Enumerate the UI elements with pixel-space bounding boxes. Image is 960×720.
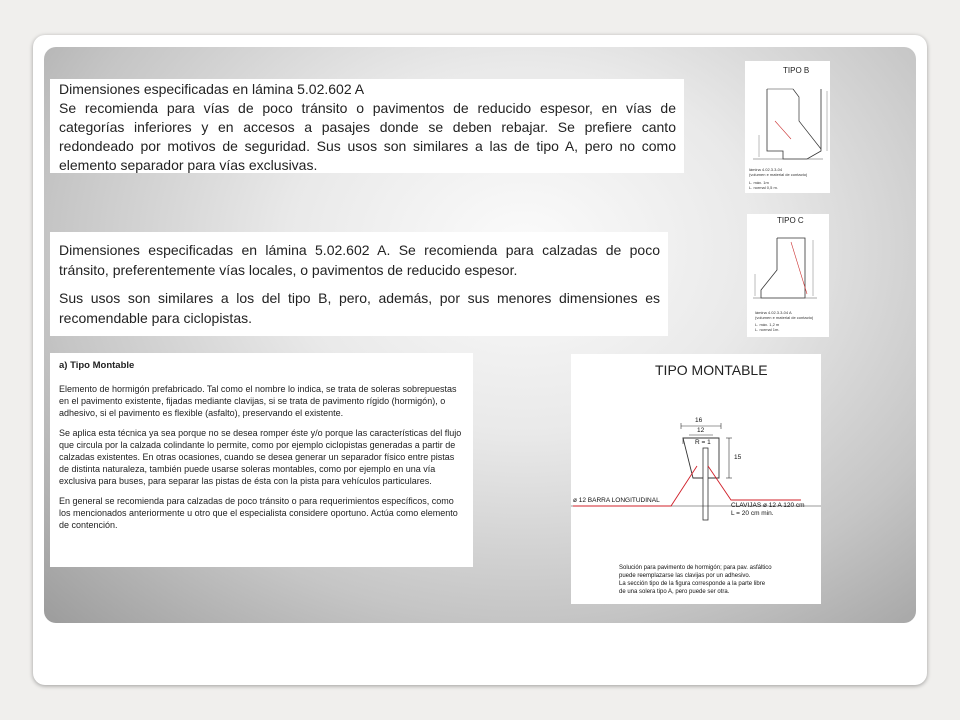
tipo-b-text-panel <box>50 79 684 173</box>
tipo-b-figure-title: TIPO B <box>783 66 810 75</box>
tipo-montable-paragraph-1: Elemento de hormigón prefabricado. Tal como el nombre lo indica, se trata de soleras sobrepuestas en el pavimento existente, fijadas mediante clavijas, si se trata de pavimento rígido (hormigón), o adhesivo, si el pavimento es flexible (asfalto), preservando el existente. <box>59 384 457 418</box>
montable-caption-3: La sección tipo de la figura corresponde a la parte libre <box>619 581 766 587</box>
tipo-c-note-2: (volumen e material de contacto) <box>755 315 814 320</box>
tipo-montable-subtitle: a) Tipo Montable <box>59 360 135 371</box>
tipo-b-heading: Dimensiones especificadas en lámina 5.02.602 A <box>59 81 365 97</box>
tipo-c-note-1: lámina 4.02.3.3-04 A <box>755 310 792 315</box>
montable-caption-2: puede reemplazarse las clavijas por un adhesivo. <box>619 573 751 579</box>
barra-longitudinal-label: ø 12 BARRA LONGITUDINAL <box>573 497 660 504</box>
tipo-c-note-4: L. normal 1m. <box>755 327 780 332</box>
tipo-c-figure <box>747 214 829 337</box>
tipo-b-note-2: (volumen e material de contacto) <box>749 172 808 177</box>
tipo-montable-paragraph-2: Se aplica esta técnica ya sea porque no se desea romper éste y/o porque las características del flujo que circula por la calzada colindante lo permite, como por ejemplo ciclopistas generadas a partir de calzadas existentes. En otras ocasiones, cuando se desea generar un separador físico entre pistas de distinta naturaleza, también puede usarse soleras montables, como por ejemplo en una vía exclusiva para buses, para separar las pistas de ésta con la pista para vehículos particulares. <box>59 428 462 486</box>
dim-12-label: 12 <box>697 427 705 434</box>
dim-radius-label: R = 1 <box>695 439 711 446</box>
tipo-c-paragraph-1: Dimensiones especificadas en lámina 5.02.602 A. Se recomienda para calzadas de poco tránsito, preferentemente vías locales, o pavimentos de reducido espesor. <box>59 242 660 278</box>
tipo-montable-figure-title: TIPO MONTABLE <box>655 362 768 378</box>
length-label: L = 20 cm min. <box>731 510 774 517</box>
tipo-b-note-4: L. normal 0,5 m. <box>749 185 778 190</box>
tipo-montable-paragraph-3: En general se recomienda para calzadas de poco tránsito o para requerimientos específicos, como los mencionados anteriormente u otro que el especialista considere oportuno. Actúa como elemento de contención. <box>59 496 458 530</box>
tipo-c-figure-title: TIPO C <box>777 216 804 225</box>
tipo-montable-text-panel <box>50 353 473 567</box>
tipo-b-note-1: lámina 4.02.3.3-04 <box>749 167 783 172</box>
tipo-b-body: Se recomienda para vías de poco tránsito o pavimentos de reducido espesor, en vías de categorías inferiores y en accesos a pasajes donde se deben rebajar. Se prefiere canto redondeado por motivos de seguridad. Sus usos son similares a las de tipo A, pero no como elemento separador para vías exclusivas. <box>59 100 676 173</box>
tipo-montable-figure <box>571 354 821 604</box>
tipo-b-note-3: L. máx. 1m <box>749 180 769 185</box>
dim-16-label: 16 <box>695 417 703 424</box>
tipo-c-text-panel <box>50 232 668 336</box>
tipo-c-paragraph-2: Sus usos son similares a los del tipo B, pero, además, por sus menores dimensiones es recomendable para ciclopistas. <box>59 290 660 326</box>
montable-caption-1: Solución para pavimento de hormigón; para pav. asfáltico <box>619 565 772 571</box>
clavijas-label: CLAVIJAS ø 12 A 120 cm <box>731 502 805 509</box>
montable-caption-4: de una solera tipo A, pero puede ser otra. <box>619 589 730 595</box>
dim-15-label: 15 <box>734 454 742 461</box>
tipo-b-figure <box>745 61 830 193</box>
tipo-c-note-3: L. máx. 1,2 m <box>755 322 780 327</box>
